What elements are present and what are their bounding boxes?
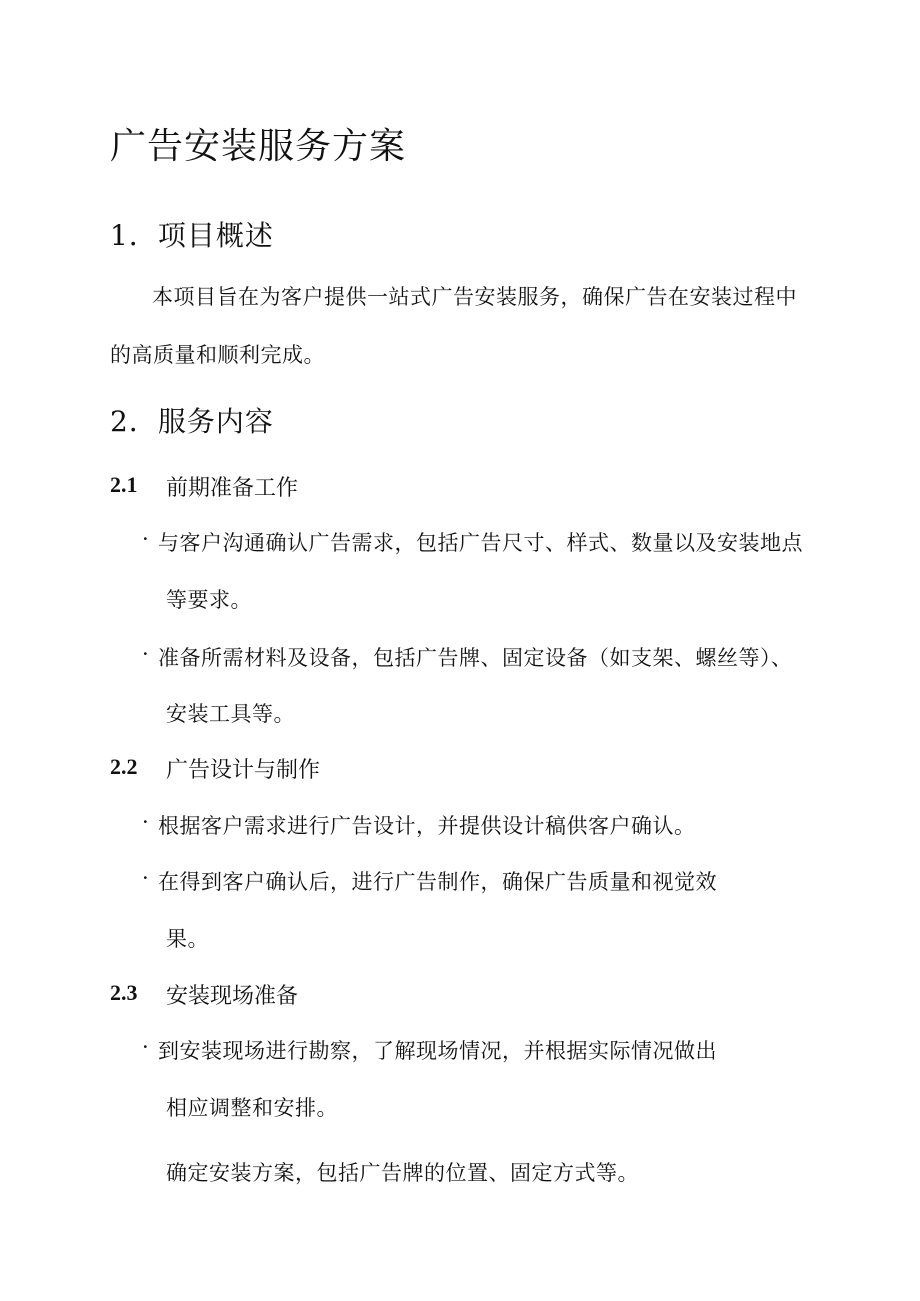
subsection-2-1-bullet-1-line-1: 与客户沟通确认广告需求，包括广告尺寸、样式、数量以及安装地点 <box>158 531 803 555</box>
bullet-marker: · <box>142 1035 149 1059</box>
subsection-2-2-bullet-2-line-1: 在得到客户确认后，进行广告制作，确保广告质量和视觉效 <box>158 870 717 894</box>
subsection-2-3-bullet-1-line-2: 相应调整和安排。 <box>166 1096 338 1120</box>
subsection-2-2-title: 广告设计与制作 <box>166 758 321 783</box>
subsection-2-2-bullet-2-line-2: 果。 <box>166 927 209 951</box>
subsection-2-3-number: 2.3 <box>110 980 138 1005</box>
subsection-2-2-number: 2.2 <box>110 754 138 779</box>
subsection-2-1-title: 前期准备工作 <box>166 476 299 501</box>
bullet-marker: · <box>142 527 149 551</box>
subsection-2-1-bullet-1-line-2: 等要求。 <box>166 588 252 612</box>
section-1-paragraph-line-1: 本项目旨在为客户提供一站式广告安装服务，确保广告在安装过程中 <box>152 285 797 309</box>
section-1-heading: 1．项目概述 <box>110 219 274 252</box>
subsection-2-3-title: 安装现场准备 <box>166 984 299 1009</box>
subsection-2-3-paragraph-line-1: 确定安装方案，包括广告牌的位置、固定方式等。 <box>166 1161 639 1185</box>
subsection-2-1-bullet-2-line-1: 准备所需材料及设备，包括广告牌、固定设备（如支架、螺丝等）、 <box>158 646 793 670</box>
subsection-2-1-number: 2.1 <box>110 472 138 497</box>
subsection-2-2-bullet-1-line-1: 根据客户需求进行广告设计，并提供设计稿供客户确认。 <box>158 814 696 838</box>
subsection-2-1-bullet-2-line-2: 安装工具等。 <box>166 702 295 726</box>
bullet-marker: · <box>142 810 149 834</box>
subsection-2-3-bullet-1-line-1: 到安装现场进行勘察，了解现场情况，并根据实际情况做出 <box>158 1039 717 1063</box>
section-2-heading: 2．服务内容 <box>110 405 274 438</box>
document-title: 广告安装服务方案 <box>110 126 407 167</box>
bullet-marker: · <box>142 866 149 890</box>
section-1-paragraph-line-2: 的高质量和顺利完成。 <box>110 343 325 367</box>
bullet-marker: · <box>142 642 149 666</box>
